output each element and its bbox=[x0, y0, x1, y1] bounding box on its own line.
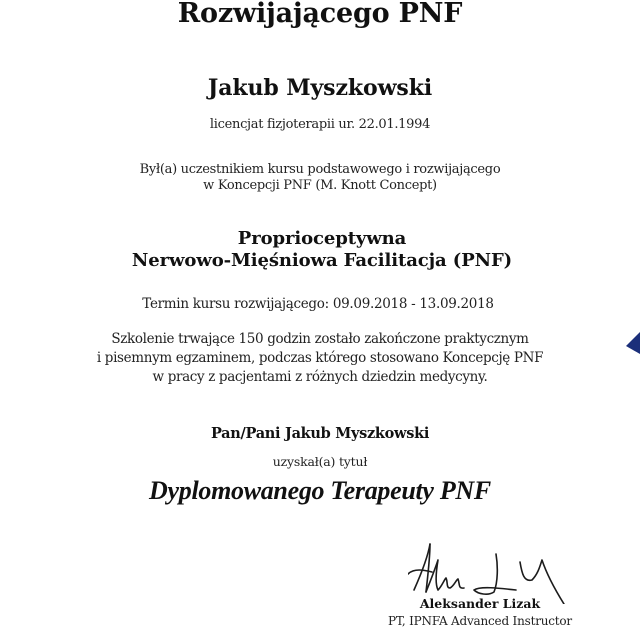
signature-icon bbox=[408, 542, 568, 604]
description-line-3: w pracy z pacjentami z różnych dziedzin medycyny. bbox=[152, 369, 488, 385]
participation-statement bbox=[0, 162, 640, 194]
course-description bbox=[0, 330, 640, 387]
obtained-label: uzyskał(a) tytuł bbox=[272, 454, 368, 469]
recipient-name: Jakub Myszkowski bbox=[207, 75, 433, 101]
participation-line-2: w Koncepcji PNF (M. Knott Concept) bbox=[203, 178, 437, 193]
diploma-title: Dyplomowanego Terapeuty PNF bbox=[149, 476, 491, 505]
certificate-title: Rozwijającego PNF bbox=[177, 0, 463, 29]
course-title-line-1: Proprioceptywna bbox=[237, 228, 407, 249]
addressee: Pan/Pani Jakub Myszkowski bbox=[210, 425, 430, 442]
signer-role: PT, IPNFA Advanced Instructor bbox=[388, 614, 572, 628]
description-line-1: Szkolenie trwające 150 godzin zostało zakończone praktycznym bbox=[111, 331, 529, 347]
signer-name: Aleksander Lizak bbox=[419, 596, 541, 611]
triangle-icon bbox=[626, 330, 640, 360]
degree-line: licencjat fizjoterapii ur. 22.01.1994 bbox=[209, 117, 431, 132]
course-term: Termin kursu rozwijającego: 09.09.2018 - 13.09.2018 bbox=[142, 296, 494, 312]
course-title bbox=[2, 228, 640, 272]
course-title-line-2: Nerwowo-Mięśniowa Facilitacja (PNF) bbox=[131, 250, 513, 271]
participation-line-1: Był(a) uczestnikiem kursu podstawowego i rozwijającego bbox=[139, 162, 501, 177]
description-line-2: i pisemnym egzaminem, podczas którego stosowano Koncepcję PNF bbox=[96, 350, 544, 366]
signature-block bbox=[390, 540, 570, 640]
